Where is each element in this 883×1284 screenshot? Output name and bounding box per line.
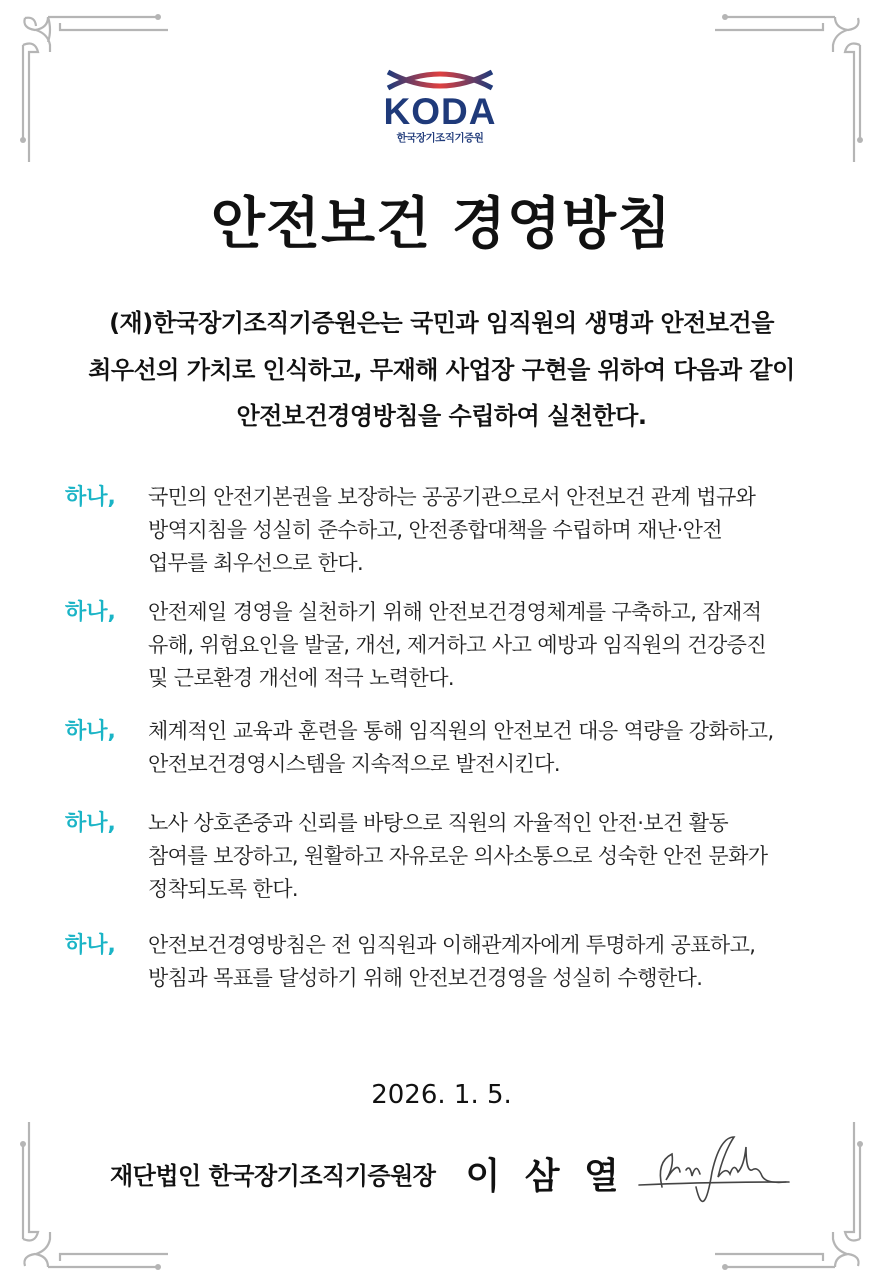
- koda-logo: [380, 66, 500, 145]
- signer-org: 재단법인 한국장기조직기증원장: [110, 1162, 436, 1190]
- item-prefix: 하나,: [65, 811, 116, 836]
- signer-name: 이 삼 열: [465, 1156, 625, 1197]
- item-prefix: 하나,: [65, 600, 116, 625]
- page-title: 안전보건 경영방침: [210, 192, 673, 257]
- item-line: 체계적인 교육과 훈련을 통해 임직원의 안전보건 대응 역량을 강화하고,: [148, 719, 774, 743]
- policy-item: [65, 596, 855, 695]
- logo-brand: KODA: [383, 91, 497, 132]
- intro-line: (재)한국장기조직기증원은는 국민과 임직원의 생명과 안전보건을: [109, 309, 774, 337]
- intro-line: 최우선의 가치로 인식하고, 무재해 사업장 구현을 위하여 다음과 같이: [88, 355, 795, 384]
- item-line: 국민의 안전기본권을 보장하는 공공기관으로서 안전보건 관계 법규와: [148, 485, 756, 509]
- corner-ornament-top-left: [0, 0, 170, 170]
- item-prefix: 하나,: [65, 933, 116, 958]
- item-line: 참여를 보장하고, 원활하고 자유로운 의사소통으로 성숙한 안전 문화가: [148, 844, 768, 868]
- item-line: 및 근로환경 개선에 적극 노력한다.: [148, 666, 454, 690]
- item-prefix: 하나,: [65, 719, 116, 744]
- item-line: 안전제일 경영을 실천하기 위해 안전보건경영체계를 구축하고, 잠재적: [148, 600, 762, 624]
- handwritten-signature: [634, 1132, 794, 1222]
- item-line: 유해, 위험요인을 발굴, 개선, 제거하고 사고 예방과 임직원의 건강증진: [148, 633, 767, 657]
- signer-block: [110, 1148, 625, 1199]
- item-line: 노사 상호존중과 신뢰를 바탕으로 직원의 자율적인 안전·보건 활동: [148, 811, 729, 835]
- item-line: 정착되도록 한다.: [148, 877, 298, 901]
- item-line: 안전보건경영방침은 전 임직원과 이해관계자에게 투명하게 공표하고,: [148, 933, 756, 957]
- corner-ornament-bottom-left: [0, 1114, 170, 1284]
- policy-item: [65, 807, 855, 906]
- policy-item: [65, 715, 855, 781]
- logo-wave-icon: [380, 66, 500, 94]
- item-line: 방역지침을 성실히 준수하고, 안전종합대책을 수립하며 재난·안전: [148, 518, 723, 542]
- item-line: 업무를 최우선으로 한다.: [148, 551, 364, 575]
- corner-ornament-top-right: [713, 0, 883, 170]
- logo-org-name: 한국장기조직기증원: [396, 132, 484, 144]
- item-prefix: 하나,: [65, 485, 116, 510]
- intro-paragraph: [0, 300, 883, 440]
- intro-line: 안전보건경영방침을 수립하여 실천한다.: [236, 402, 647, 430]
- item-line: 방침과 목표를 달성하기 위해 안전보건경영을 성실히 수행한다.: [148, 966, 703, 990]
- policy-item: [65, 929, 855, 995]
- document-date: 2026. 1. 5.: [371, 1080, 512, 1110]
- item-line: 안전보건경영시스템을 지속적으로 발전시킨다.: [148, 752, 560, 776]
- policy-item: [65, 481, 855, 580]
